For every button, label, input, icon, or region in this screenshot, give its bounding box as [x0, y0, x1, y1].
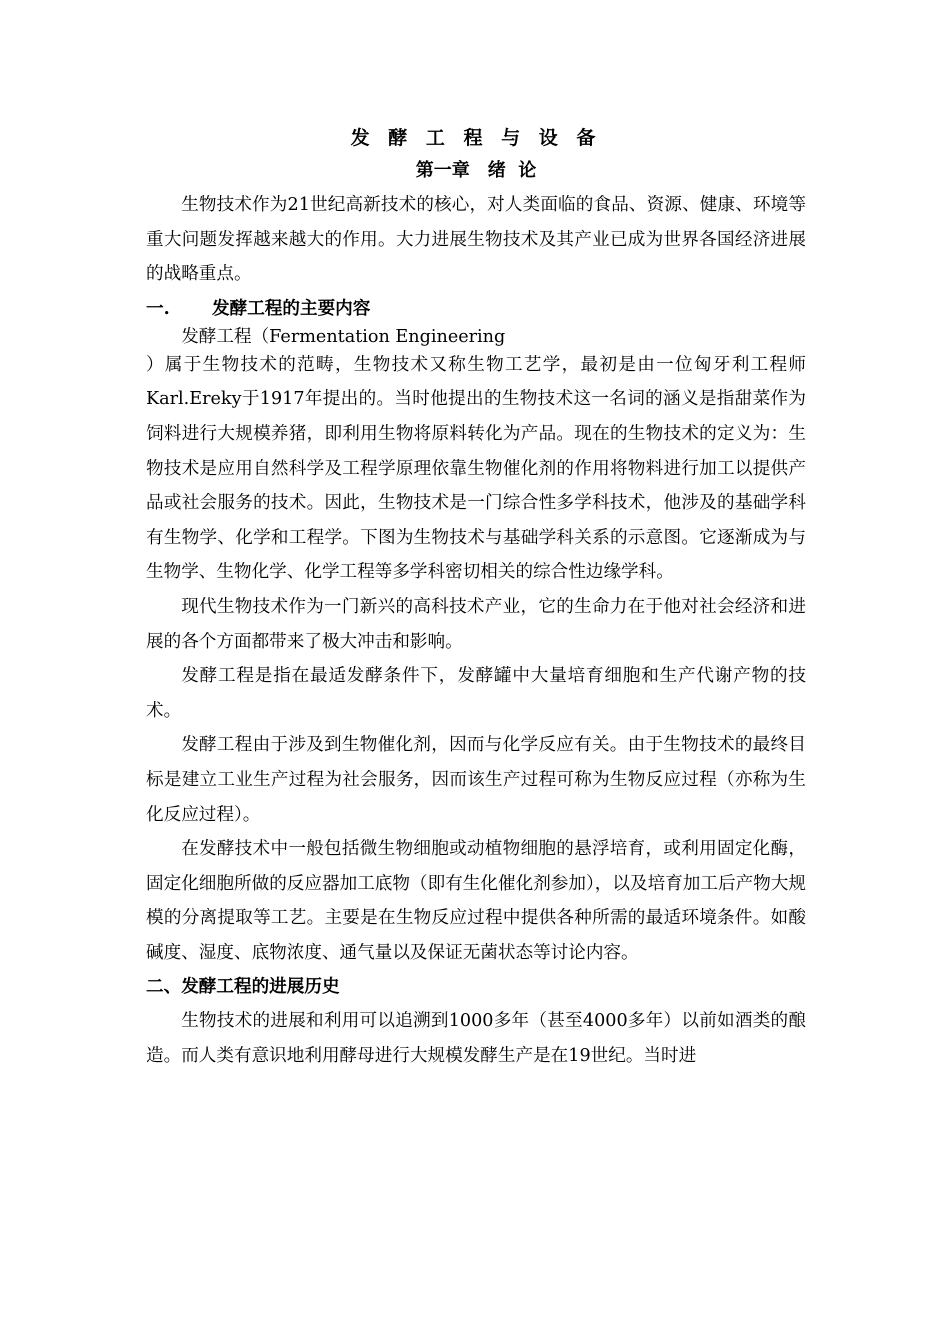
intro-paragraph: 生物技术作为21世纪高新技术的核心，对人类面临的食品、资源、健康、环境等重大问题发挥越来越大的作用。大力进展生物技术及其产业已成为世界各国经济进展的战略重点。	[146, 195, 806, 285]
section-heading-1	[146, 292, 806, 326]
section-number: 一.	[146, 297, 170, 319]
chapter-title: 第一章 绪 论	[415, 160, 537, 181]
fermentation-definition-paragraph: 发酵工程是指在最适发酵条件下，发酵罐中大量培育细胞和生产代谢产物的技术。	[146, 666, 806, 721]
section-heading-2: 二、发酵工程的进展历史	[146, 976, 340, 998]
catalyst-paragraph: 发酵工程由于涉及到生物催化剂，因而与化学反应有关。由于生物技术的最终目标是建立工业生产过程为社会服务，因而该生产过程可称为生物反应过程（亦称为生化反应过程）。	[146, 735, 806, 825]
document-body	[146, 122, 806, 1074]
history-paragraph: 生物技术的进展和利用可以追溯到1000多年（甚至4000多年）以前如酒类的酿造。而人类有意识地利用酵母进行大规模发酵生产是在19世纪。当时进	[146, 1011, 806, 1067]
modern-biotech-paragraph: 现代生物技术作为一门新兴的高科技术产业，它的生命力在于他对社会经济和进展的各个方面都带来了极大冲击和影响。	[146, 596, 806, 652]
term-line: 发酵工程（Fermentation Engineering	[181, 326, 506, 347]
process-paragraph: 在发酵技术中一般包括微生物细胞或动植物细胞的悬浮培育，或利用固定化酶，固定化细胞所做的反应器加工底物（即有生化催化剂参加），以及培育加工后产物大规模的分离提取等工艺。主要是在生物反应过程中提供各种所需的最适环境条件。如酸碱度、湿度、底物浓度、通气量以及保证无菌状态等讨论内容。	[146, 839, 806, 963]
section-title: 发酵工程的主要内容	[212, 297, 371, 319]
term-paragraph: ）属于生物技术的范畴，生物技术又称生物工艺学，最初是由一位匈牙利工程师Karl.Ereky于1917年提出的。当时他提出的生物技术这一名词的涵义是指甜菜作为饲料进行大规模养猪，即利用生物将原料转化为产品。现在的生物技术的定义为：生物技术是应用自然科学及工程学原理依靠生物催化剂的作用将物料进行加工以提供产品或社会服务的技术。因此，生物技术是一门综合性多学科技术，他涉及的基础学科有生物学、化学和工程学。下图为生物技术与基础学科关系的示意图。它逐渐成为与生物学、生物化学、化学工程等多学科密切相关的综合性边缘学科。	[146, 354, 806, 583]
document-title: 发 酵 工 程 与 设 备	[350, 127, 602, 149]
